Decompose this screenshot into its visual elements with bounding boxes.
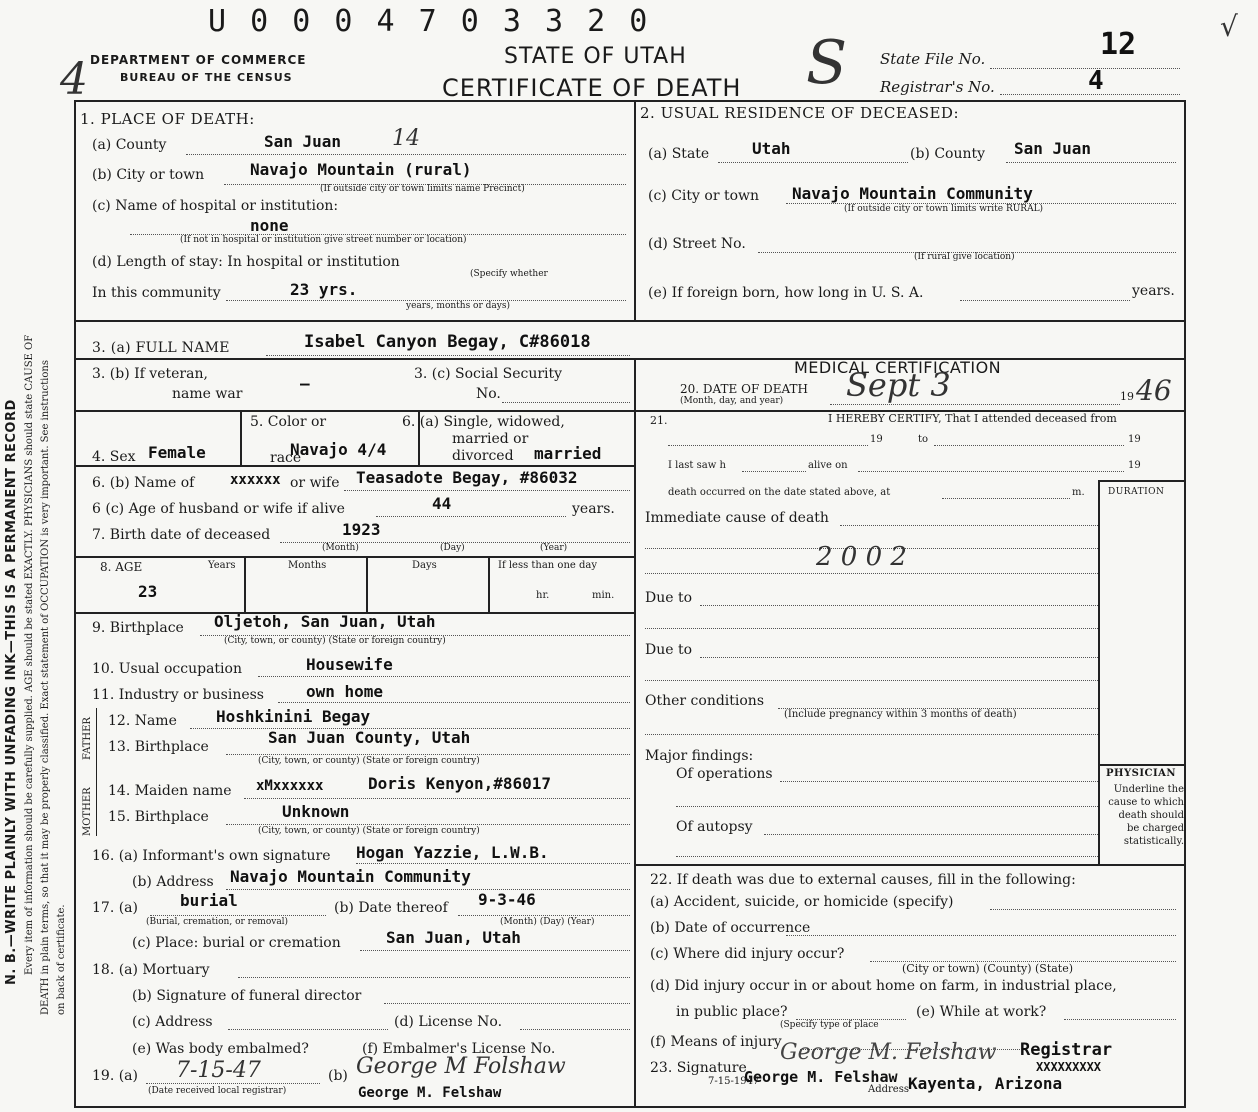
autopsy-label: Of autopsy (676, 819, 753, 835)
ss-label: 3. (c) Social Security (414, 366, 563, 382)
marital-sub2: divorced (452, 448, 514, 464)
birthplace-value: Oljetoh, San Juan, Utah (214, 612, 436, 631)
industry-value: own home (306, 682, 384, 701)
disposition-line (150, 915, 326, 916)
received-label: 19. (a) (92, 1068, 138, 1084)
occupation-line (258, 676, 630, 677)
external-b-line (786, 935, 1176, 936)
color-value: Navajo 4/4 (290, 440, 387, 459)
res-state-label: (a) State (648, 146, 710, 162)
father-birth-label: 13. Birthplace (108, 739, 209, 755)
director-label: (b) Signature of funeral director (132, 988, 362, 1004)
res-foreign-suffix: years. (1132, 283, 1175, 299)
external-e-line (1064, 1019, 1176, 1020)
age-months-label: Months (288, 560, 327, 571)
name-bottom (74, 358, 634, 360)
operations-line (780, 781, 1098, 782)
autopsy-line (764, 834, 1098, 835)
received-line (146, 1083, 320, 1084)
res-street-label: (d) Street No. (648, 236, 746, 252)
physician-top (1098, 764, 1186, 766)
registrar-signature: George M Folshaw (356, 1054, 566, 1079)
father-name: Hoshkinini Begay (216, 707, 371, 726)
margin-mark: S (806, 28, 848, 98)
duration-label: DURATION (1108, 487, 1165, 497)
occurred-label: death occurred on the date stated above, at (668, 487, 891, 498)
marital-sub1: married or (452, 431, 529, 447)
spouse-age-suffix: years. (572, 501, 615, 517)
res-county-line (1006, 162, 1176, 163)
color-label: 5. Color or (250, 414, 327, 430)
full-name-line (266, 355, 630, 356)
external-title: 22. If death was due to external causes, fill in the following: (650, 872, 1076, 888)
other-label: Other conditions (645, 693, 765, 709)
place-of-death-title: 1. PLACE OF DEATH: (80, 110, 255, 128)
informant-sig-label: 16. (a) Informant's own signature (92, 848, 331, 864)
external-f: (f) Means of injury (650, 1034, 782, 1050)
immediate-line1 (840, 525, 1098, 526)
disp-date-line (458, 915, 630, 916)
external-d: (d) Did injury occur in or about home on farm, in industrial place, (650, 978, 1117, 994)
informant-addr-line (226, 889, 630, 890)
age-days-label: Days (412, 560, 437, 571)
certify-text: I HEREBY CERTIFY, That I attended deceased from (828, 412, 1117, 425)
father-birth-line (226, 754, 630, 755)
state-file-label: State File No. (880, 50, 986, 68)
dueto1-line2 (645, 628, 1098, 629)
external-d2-note: (Specify type of place (780, 1020, 879, 1030)
full-name: Isabel Canyon Begay, C#86018 (304, 332, 591, 352)
age-years-label: Years (208, 560, 236, 571)
disp-date-label: (b) Date thereof (334, 900, 448, 916)
duration-top (1098, 480, 1186, 482)
occurred-line (942, 498, 1070, 499)
external-a: (a) Accident, suicide, or homicide (specify) (650, 894, 954, 910)
main-divider (634, 358, 636, 1108)
mother-name-label: 14. Maiden name (108, 783, 232, 799)
veteran-label: 3. (b) If veteran, (92, 366, 208, 382)
city-label: (b) City or town (92, 167, 205, 183)
community-label: In this community (92, 285, 221, 301)
certify-num: 21. (650, 414, 668, 427)
spouse-struck: xxxxxx (230, 472, 281, 488)
industry-line (278, 702, 630, 703)
disposition-note: (Burial, cremation, or removal) (146, 917, 289, 927)
external-a-line (990, 909, 1176, 910)
veteran-value: — (300, 374, 310, 393)
other-note: (Include pregnancy within 3 months of death) (784, 709, 1017, 720)
hospital-note: (If not in hospital or institution give street number or location) (180, 235, 467, 245)
lastsaw-line2 (858, 471, 1124, 472)
veteran-bottom (74, 410, 634, 412)
registrar-b-label: (b) (328, 1068, 348, 1084)
res-state-line (718, 162, 908, 163)
birth-year: (Year) (540, 543, 568, 553)
dod-year: 46 (1136, 374, 1172, 407)
sig-address-label: Address (868, 1084, 909, 1095)
birthplace-note: (City, town, or county) (State or foreign country) (224, 636, 446, 646)
margin-scribble: 4 (60, 54, 88, 105)
serial-number: U 0 0 0 4 7 0 3 3 2 0 (208, 4, 651, 39)
mother-birth-note: (City, town, or county) (State or foreign country) (258, 826, 480, 836)
father-side-label: FATHER (82, 717, 93, 760)
marital-label: 6. (a) Single, widowed, (402, 414, 565, 430)
res-street-note: (If rural give location) (914, 252, 1015, 262)
marital-value: married (534, 444, 602, 463)
informant-sig-line (356, 863, 630, 864)
lastsaw-line1 (742, 471, 806, 472)
burial-place-label: (c) Place: burial or cremation (132, 935, 341, 951)
mother-name: Doris Kenyon,#86017 (368, 774, 552, 793)
dod-label: 20. DATE OF DEATH (680, 382, 808, 396)
burial-place: San Juan, Utah (386, 928, 521, 947)
birthplace-label: 9. Birthplace (92, 620, 184, 636)
signature-date: 7-15-1947 (708, 1076, 760, 1087)
operations-line2 (676, 806, 1098, 807)
res-city-note: (If outside city or town limits write RURAL) (844, 204, 1044, 214)
birth-month: (Month) (322, 543, 359, 553)
dueto1-label: Due to (645, 590, 693, 606)
mother-birth-line (226, 824, 630, 825)
sex-bottom (74, 465, 634, 467)
external-c: (c) Where did injury occur? (650, 946, 845, 962)
mother-name-line (244, 798, 630, 799)
dod-year-prefix: 19 (1120, 390, 1134, 403)
corner-check: √ (1220, 10, 1238, 43)
mortuary-line (238, 977, 630, 978)
burial-place-line (360, 950, 630, 951)
sex-label: 4. Sex (92, 449, 136, 465)
sex-value: Female (148, 443, 206, 462)
dueto2-label: Due to (645, 642, 693, 658)
state-file-line (990, 68, 1180, 69)
spouse-age-line (376, 516, 566, 517)
license-label: (d) License No. (394, 1014, 503, 1030)
disp-date-note: (Month) (Day) (Year) (500, 917, 595, 927)
birth-day: (Day) (440, 543, 465, 553)
occupation-value: Housewife (306, 655, 393, 674)
spouse-mid: or wife (290, 475, 340, 491)
autopsy-line2 (676, 856, 1098, 857)
dueto2-line2 (645, 680, 1098, 681)
spouse-age-label: 6 (c) Age of husband or wife if alive (92, 501, 345, 517)
dod-value: Sept 3 (846, 366, 951, 404)
disposition-label: 17. (a) (92, 900, 138, 916)
sec1-divider (634, 100, 636, 320)
stay-note: (Specify whether (470, 269, 548, 279)
hospital-value: none (250, 216, 289, 235)
signature-typed: George M. Felshaw (744, 1068, 898, 1086)
res-city: Navajo Mountain Community (792, 184, 1033, 203)
death-city: Navajo Mountain (rural) (250, 160, 472, 179)
parents-bracket (96, 708, 97, 836)
external-e: (e) While at work? (916, 1004, 1047, 1020)
county-line (186, 154, 626, 155)
signature-role: Registrar (1020, 1040, 1113, 1060)
side-note-2: Every item of information should be carefully supplied. AGE should be stated EXACTLY. PHYSICIANS should state CAUSE OF (24, 334, 35, 975)
res-county: San Juan (1014, 139, 1092, 158)
medical-bottom (634, 864, 1186, 866)
disposition: burial (180, 891, 238, 910)
birthdate-value: 1923 (342, 520, 381, 539)
birthdate-label: 7. Birth date of deceased (92, 527, 271, 543)
operations-label: Of operations (676, 766, 773, 782)
external-b: (b) Date of occurrence (650, 920, 811, 936)
external-c-note: (City or town) (County) (State) (902, 962, 1074, 975)
embalmed-label: (e) Was body embalmed? (132, 1041, 309, 1057)
medical-title: MEDICAL CERTIFICATION (794, 358, 1002, 377)
fd-address-line (228, 1029, 388, 1030)
father-birth: San Juan County, Utah (268, 728, 471, 747)
mother-birth: Unknown (282, 802, 350, 821)
age-less-label: If less than one day (498, 560, 597, 571)
sec1-bottom (74, 320, 1186, 322)
city-note: (If outside city or town limits name Precinct) (320, 184, 525, 194)
fd-address-label: (c) Address (132, 1014, 213, 1030)
veteran-sub: name war (172, 386, 243, 402)
dod-note: (Month, day, and year) (680, 396, 784, 406)
informant-addr: Navajo Mountain Community (230, 867, 471, 886)
informant-addr-label: (b) Address (132, 874, 214, 890)
registrar-label: Registrar's No. (880, 78, 995, 96)
death-county: San Juan (264, 132, 342, 151)
occurred-m: m. (1072, 487, 1085, 498)
alive-label: alive on (808, 460, 848, 471)
dept-name: DEPARTMENT OF COMMERCE (90, 53, 307, 67)
age-label: 8. AGE (100, 560, 143, 574)
color-sub: race (270, 450, 302, 466)
certify-line1 (668, 445, 868, 446)
immediate-value: 2 0 0 2 (816, 542, 907, 572)
mother-side-label: MOTHER (82, 787, 93, 836)
stay-label: (d) Length of stay: In hospital or institution (92, 254, 400, 270)
county-code: 14 (392, 126, 420, 151)
lastsaw-label: I last saw h (668, 460, 726, 471)
informant-sig: Hogan Yazzie, L.W.B. (356, 843, 549, 862)
age-d1 (244, 556, 246, 612)
industry-label: 11. Industry or business (92, 687, 264, 703)
ss-sub: No. (476, 386, 501, 402)
certify-line2 (934, 445, 1124, 446)
hospital-label: (c) Name of hospital or institution: (92, 198, 339, 214)
external-d2: in public place? (676, 1004, 788, 1020)
res-city-label: (c) City or town (648, 188, 760, 204)
physician-note: Underline the cause to which death should be charged statistically. (1108, 784, 1184, 847)
spouse-name: Teasadote Begay, #86032 (356, 468, 578, 487)
state-file-value: 12 (1100, 27, 1137, 62)
physician-label: PHYSICIAN (1106, 768, 1177, 779)
immediate-label: Immediate cause of death (645, 510, 829, 526)
res-foreign-line (960, 300, 1130, 301)
license-line (520, 1029, 630, 1030)
age-min: min. (592, 590, 615, 601)
director-line (384, 1003, 630, 1004)
full-name-label: 3. (a) FULL NAME (92, 340, 230, 356)
immediate-line3 (645, 573, 1098, 574)
res-county-label: (b) County (910, 146, 986, 162)
signature-label: 23. Signature (650, 1060, 747, 1076)
certify-19b: 19 (1128, 434, 1141, 445)
duration-divider (1098, 480, 1100, 864)
sig-address: Kayenta, Arizona (908, 1074, 1063, 1093)
age-d3 (488, 556, 490, 612)
disp-date: 9-3-46 (478, 890, 536, 909)
embalmer-label: (f) Embalmer's License No. (362, 1041, 556, 1057)
sex-divider (240, 410, 242, 465)
dueto2-line (700, 657, 1098, 658)
other-line2 (645, 734, 1098, 735)
occupation-label: 10. Usual occupation (92, 661, 242, 677)
received-note: (Date received local registrar) (148, 1086, 287, 1096)
dod-line (830, 404, 1120, 405)
birth-bottom (74, 556, 634, 558)
father-name-label: 12. Name (108, 713, 177, 729)
lastsaw-19: 19 (1128, 460, 1141, 471)
registrar-value: 4 (1088, 66, 1104, 96)
community-note: years, months or days) (406, 301, 510, 311)
side-note-3: DEATH in plain terms, so that it may be properly classified. Exact statement of OCCUPATION is very important. See instructions (40, 360, 51, 1015)
age-d2 (366, 556, 368, 612)
age-hr: hr. (536, 590, 550, 601)
spouse-age: 44 (432, 494, 452, 513)
registrar-typed: George M. Felshaw (358, 1085, 502, 1101)
father-birth-note: (City, town, or county) (State or foreign country) (258, 756, 480, 766)
mother-struck: xMxxxxxx (256, 778, 324, 794)
age-value: 23 (138, 582, 158, 601)
bureau-name: BUREAU OF THE CENSUS (120, 71, 293, 84)
dueto1-line (700, 605, 1098, 606)
major-label: Major findings: (645, 748, 754, 764)
external-signature: George M. Felshaw (780, 1040, 997, 1065)
spouse-label: 6. (b) Name of (92, 475, 195, 491)
residence-title: 2. USUAL RESIDENCE OF DECEASED: (640, 104, 959, 122)
mortuary-label: 18. (a) Mortuary (92, 962, 210, 978)
mother-birth-label: 15. Birthplace (108, 809, 209, 825)
received-date: 7-15-47 (176, 1058, 261, 1083)
county-label: (a) County (92, 137, 167, 153)
spouse-line (344, 490, 630, 491)
certify-19a: 19 (870, 434, 883, 445)
res-state: Utah (752, 139, 791, 158)
page-title: CERTIFICATE OF DEATH (442, 74, 742, 102)
ss-line (502, 402, 630, 403)
signature-struck: XXXXXXXXX (1036, 1060, 1102, 1074)
community-value: 23 yrs. (290, 280, 358, 299)
res-foreign-label: (e) If foreign born, how long in U. S. A. (648, 285, 924, 301)
side-note-main: N. B.—WRITE PLAINLY WITH UNFADING INK—THIS IS A PERMANENT RECORD (4, 399, 19, 985)
certify-to: to (918, 434, 929, 445)
side-note-4: on back of certificate. (56, 904, 67, 1015)
state-title: STATE OF UTAH (504, 44, 687, 69)
